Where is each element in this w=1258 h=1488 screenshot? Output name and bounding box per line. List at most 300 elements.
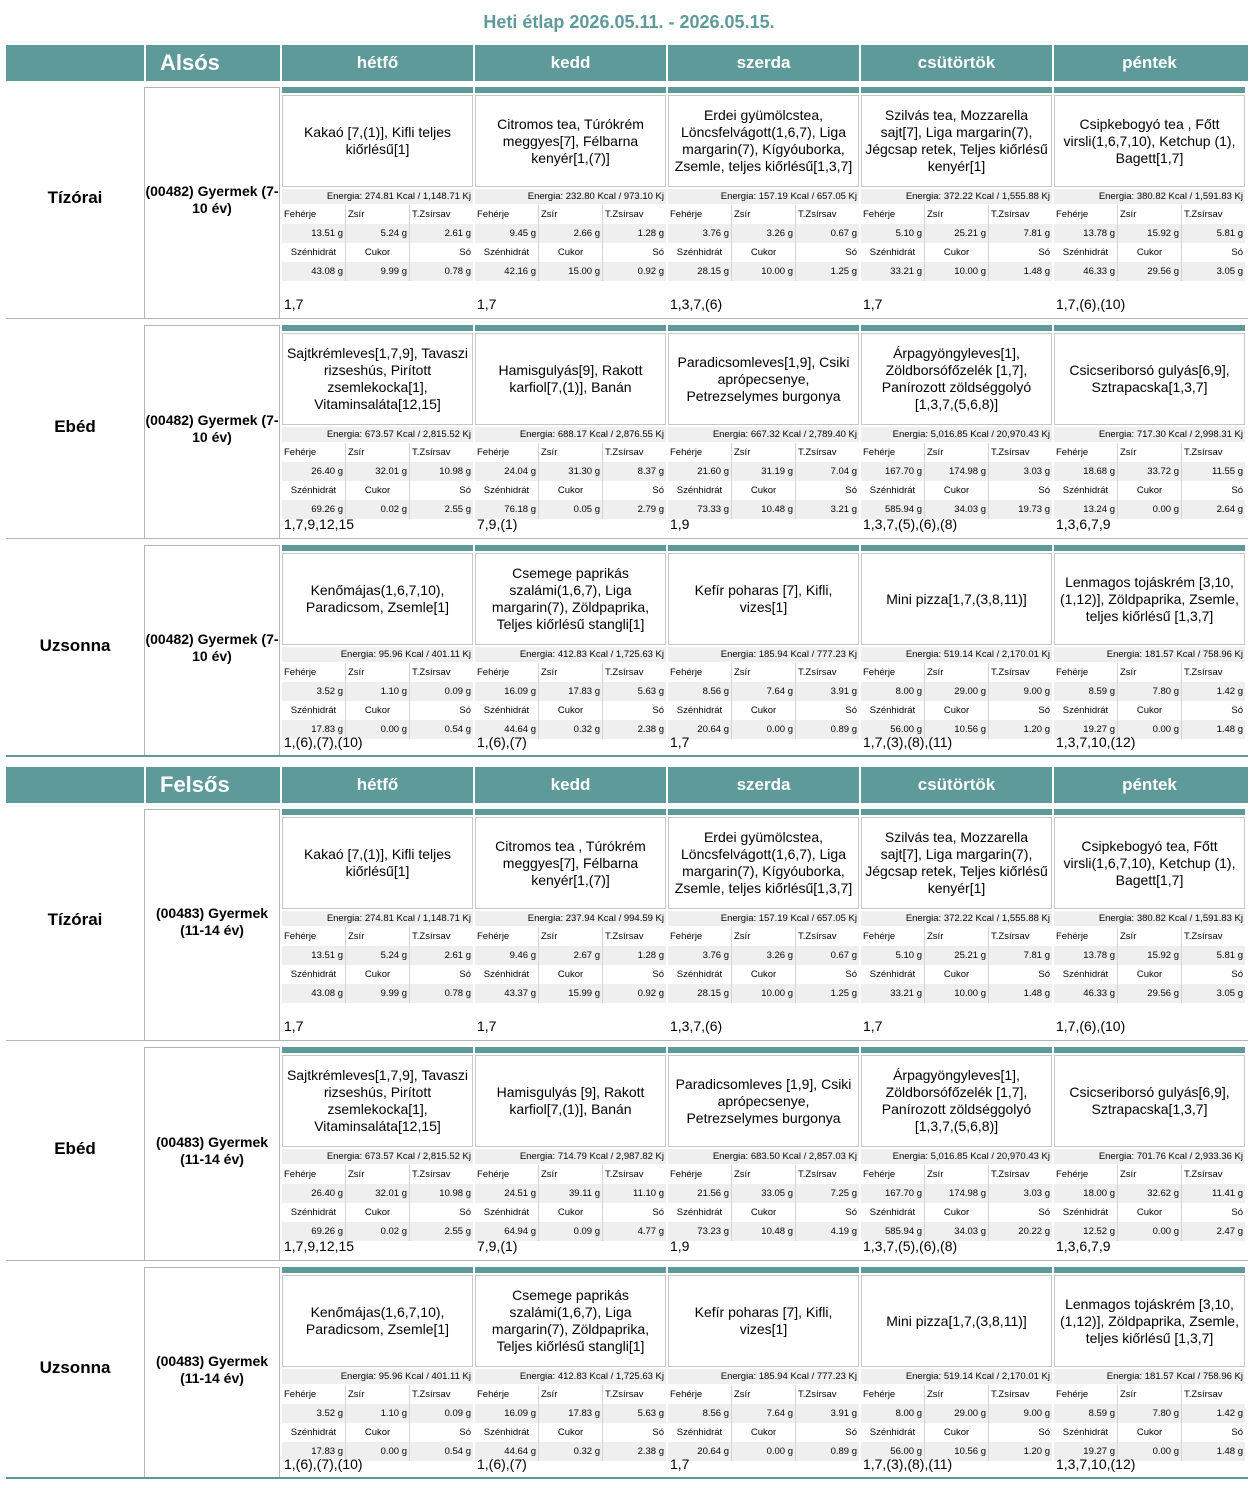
nutrient-label-protein: Fehérje bbox=[282, 205, 346, 224]
cell-accent-bar bbox=[1054, 1047, 1245, 1053]
energy-value: Energia: 717.30 Kcal / 2,998.31 Kj bbox=[1054, 427, 1245, 442]
nutrient-value-fat: 3.26 g bbox=[732, 946, 796, 965]
cell-accent-bar bbox=[1054, 545, 1245, 551]
food-description: Hamisgulyás[9], Rakott karfiol[7,(1)], Banán bbox=[475, 333, 666, 425]
nutrient-label-protein: Fehérje bbox=[861, 927, 925, 946]
cell-accent-bar bbox=[861, 809, 1052, 815]
nutrient-value-salt: 0.92 g bbox=[603, 984, 666, 1003]
nutrient-value-salt: 1.48 g bbox=[1182, 1442, 1245, 1461]
allergen-codes: 1,3,7,10,(12) bbox=[1056, 734, 1136, 750]
cell-accent-bar bbox=[1054, 325, 1245, 331]
nutrient-value-sugar: 34.03 g bbox=[925, 500, 989, 519]
nutrient-label-satfat: T.Zsírsav bbox=[989, 205, 1052, 224]
nutrient-value-protein: 9.46 g bbox=[475, 946, 539, 965]
nutrient-value-fat: 39.11 g bbox=[539, 1184, 603, 1203]
energy-value: Energia: 237.94 Kcal / 994.59 Kj bbox=[475, 911, 666, 926]
nutrient-label-protein: Fehérje bbox=[475, 205, 539, 224]
age-group-cell bbox=[144, 809, 280, 1041]
nutrient-label-sugar: Cukor bbox=[1118, 243, 1182, 262]
nutrient-label-salt: Só bbox=[603, 1203, 666, 1222]
menu-cell bbox=[1054, 325, 1245, 539]
nutrient-value-salt: 3.05 g bbox=[1182, 262, 1245, 281]
nutrient-table-top bbox=[475, 443, 666, 481]
nutrient-value-sugar: 10.56 g bbox=[925, 720, 989, 739]
energy-value: Energia: 380.82 Kcal / 1,591.83 Kj bbox=[1054, 911, 1245, 926]
nutrient-value-carb: 43.37 g bbox=[475, 984, 539, 1003]
nutrient-value-fat: 32.01 g bbox=[346, 1184, 410, 1203]
meal-row bbox=[6, 1041, 1248, 1261]
cell-accent-bar bbox=[475, 1267, 666, 1273]
nutrient-value-satfat: 7.81 g bbox=[989, 224, 1052, 243]
nutrient-label-fat: Zsír bbox=[925, 1385, 989, 1404]
nutrient-label-satfat: T.Zsírsav bbox=[410, 443, 473, 462]
nutrient-label-satfat: T.Zsírsav bbox=[1182, 443, 1245, 462]
nutrient-table-bottom bbox=[1054, 1203, 1245, 1241]
menu-cell bbox=[861, 325, 1052, 539]
nutrient-value-sugar: 0.05 g bbox=[539, 500, 603, 519]
nutrient-value-satfat: 10.98 g bbox=[410, 462, 473, 481]
nutrient-label-fat: Zsír bbox=[925, 927, 989, 946]
nutrient-value-satfat: 1.42 g bbox=[1182, 682, 1245, 701]
nutrient-label-carb: Szénhidrát bbox=[668, 243, 732, 262]
day-header: péntek bbox=[1122, 53, 1177, 72]
energy-value: Energia: 673.57 Kcal / 2,815.52 Kj bbox=[282, 1149, 473, 1164]
nutrient-table-top bbox=[1054, 443, 1245, 481]
energy-value: Energia: 157.19 Kcal / 657.05 Kj bbox=[668, 189, 859, 204]
cell-accent-bar bbox=[475, 87, 666, 93]
food-description: Sajtkrémleves[1,7,9], Tavaszi rizseshús, Pirított zsemlekocka[1], Vitaminsaláta[12,15] bbox=[282, 333, 473, 425]
nutrient-table-bottom bbox=[282, 481, 473, 519]
nutrient-label-satfat: T.Zsírsav bbox=[796, 663, 859, 682]
nutrient-label-carb: Szénhidrát bbox=[1054, 701, 1118, 720]
nutrient-value-fat: 2.66 g bbox=[539, 224, 603, 243]
section-label: Alsós bbox=[160, 50, 220, 75]
nutrient-value-protein: 13.78 g bbox=[1054, 946, 1118, 965]
nutrient-value-carb: 73.23 g bbox=[668, 1222, 732, 1241]
nutrient-value-carb: 69.26 g bbox=[282, 500, 346, 519]
age-group-label: (00483) Gyermek (11-14 év) bbox=[155, 1353, 269, 1386]
meal-name: Tízórai bbox=[47, 188, 103, 207]
food-description: Lenmagos tojáskrém [3,10,(1,12)], Zöldpaprika, Zsemle, teljes kiőrlésű [1,3,7] bbox=[1054, 553, 1245, 645]
energy-value: Energia: 673.57 Kcal / 2,815.52 Kj bbox=[282, 427, 473, 442]
nutrient-label-carb: Szénhidrát bbox=[861, 965, 925, 984]
food-description: Csicseriborsó gulyás[6,9], Sztrapacska[1,3,7] bbox=[1054, 1055, 1245, 1147]
nutrient-value-salt: 2.79 g bbox=[603, 500, 666, 519]
nutrient-table-top bbox=[668, 1385, 859, 1423]
nutrient-value-salt: 2.55 g bbox=[410, 500, 473, 519]
food-description: Mini pizza[1,7,(3,8,11)] bbox=[861, 1275, 1052, 1367]
nutrient-label-satfat: T.Zsírsav bbox=[796, 205, 859, 224]
nutrient-label-sugar: Cukor bbox=[539, 1423, 603, 1442]
nutrient-label-carb: Szénhidrát bbox=[861, 243, 925, 262]
nutrient-label-protein: Fehérje bbox=[668, 1385, 732, 1404]
menu-cell bbox=[1054, 1267, 1245, 1479]
nutrient-value-satfat: 5.81 g bbox=[1182, 946, 1245, 965]
nutrient-label-carb: Szénhidrát bbox=[861, 701, 925, 720]
nutrient-table-top bbox=[861, 1385, 1052, 1423]
nutrient-label-carb: Szénhidrát bbox=[1054, 243, 1118, 262]
nutrient-label-sugar: Cukor bbox=[346, 1423, 410, 1442]
nutrient-value-carb: 69.26 g bbox=[282, 1222, 346, 1241]
day-header: kedd bbox=[550, 775, 591, 794]
nutrient-value-sugar: 0.09 g bbox=[539, 1222, 603, 1241]
nutrient-label-salt: Só bbox=[989, 1203, 1052, 1222]
nutrient-label-protein: Fehérje bbox=[861, 1165, 925, 1184]
cell-accent-bar bbox=[282, 1267, 473, 1273]
menu-cell bbox=[282, 1267, 473, 1479]
nutrient-value-protein: 8.00 g bbox=[861, 1404, 925, 1423]
nutrient-table-top bbox=[668, 205, 859, 243]
nutrient-label-satfat: T.Zsírsav bbox=[1182, 1385, 1245, 1404]
nutrient-label-protein: Fehérje bbox=[1054, 1385, 1118, 1404]
nutrient-label-salt: Só bbox=[410, 1423, 473, 1442]
nutrient-value-sugar: 34.03 g bbox=[925, 1222, 989, 1241]
nutrient-value-salt: 1.25 g bbox=[796, 262, 859, 281]
nutrient-table-bottom bbox=[861, 965, 1052, 1003]
nutrient-label-carb: Szénhidrát bbox=[475, 1203, 539, 1222]
nutrient-table-top bbox=[475, 663, 666, 701]
nutrient-label-protein: Fehérje bbox=[282, 1385, 346, 1404]
nutrient-value-salt: 0.78 g bbox=[410, 984, 473, 1003]
nutrient-label-protein: Fehérje bbox=[861, 1385, 925, 1404]
nutrient-label-satfat: T.Zsírsav bbox=[410, 1385, 473, 1404]
nutrient-label-carb: Szénhidrát bbox=[282, 965, 346, 984]
nutrient-label-salt: Só bbox=[989, 243, 1052, 262]
nutrient-value-protein: 3.76 g bbox=[668, 946, 732, 965]
nutrient-value-satfat: 8.37 g bbox=[603, 462, 666, 481]
food-description: Árpagyöngyleves[1], Zöldborsófőzelék [1,7], Panírozott zöldséggolyó [1,3,7,(5,6,8)] bbox=[861, 1055, 1052, 1147]
nutrient-label-satfat: T.Zsírsav bbox=[603, 927, 666, 946]
nutrient-label-satfat: T.Zsírsav bbox=[603, 1385, 666, 1404]
nutrient-value-salt: 0.89 g bbox=[796, 720, 859, 739]
nutrient-value-sugar: 9.99 g bbox=[346, 984, 410, 1003]
section-bottom-line bbox=[6, 1477, 1248, 1479]
nutrient-value-carb: 17.83 g bbox=[282, 1442, 346, 1461]
nutrient-label-sugar: Cukor bbox=[539, 1203, 603, 1222]
nutrient-label-sugar: Cukor bbox=[732, 1203, 796, 1222]
nutrient-label-salt: Só bbox=[1182, 243, 1245, 262]
food-description: Csemege paprikás szalámi(1,6,7), Liga margarin(7), Zöldpaprika, Teljes kiőrlésű stangli[1] bbox=[475, 553, 666, 645]
nutrient-value-sugar: 0.32 g bbox=[539, 1442, 603, 1461]
food-description: Erdei gyümölcstea, Löncsfelvágott(1,6,7), Liga margarin(7), Kígyóuborka, Zsemle, teljes kiőrlésű[1,3,7] bbox=[668, 817, 859, 909]
menu-cell bbox=[1054, 87, 1245, 319]
cell-accent-bar bbox=[282, 87, 473, 93]
food-description: Paradicsomleves [1,9], Csiki aprópecsenye, Petrezselymes burgonya bbox=[668, 1055, 859, 1147]
age-group-label: (00482) Gyermek (7-10 év) bbox=[145, 183, 279, 216]
energy-value: Energia: 95.96 Kcal / 401.11 Kj bbox=[282, 647, 473, 662]
nutrient-value-carb: 12.52 g bbox=[1054, 1222, 1118, 1241]
nutrient-label-protein: Fehérje bbox=[282, 927, 346, 946]
allergen-codes: 1,7 bbox=[477, 296, 497, 312]
nutrient-value-fat: 31.19 g bbox=[732, 462, 796, 481]
menu-cell bbox=[861, 809, 1052, 1041]
allergen-codes: 7,9,(1) bbox=[477, 1238, 518, 1254]
nutrient-table-top bbox=[861, 443, 1052, 481]
nutrient-value-salt: 19.73 g bbox=[989, 500, 1052, 519]
cell-accent-bar bbox=[475, 809, 666, 815]
food-description: Kenőmájas(1,6,7,10), Paradicsom, Zsemle[1] bbox=[282, 1275, 473, 1367]
nutrient-value-fat: 33.72 g bbox=[1118, 462, 1182, 481]
cell-accent-bar bbox=[861, 1267, 1052, 1273]
nutrient-table-bottom bbox=[668, 481, 859, 519]
nutrient-table-bottom bbox=[668, 965, 859, 1003]
nutrient-value-protein: 21.56 g bbox=[668, 1184, 732, 1203]
nutrient-value-protein: 3.76 g bbox=[668, 224, 732, 243]
nutrient-label-satfat: T.Zsírsav bbox=[989, 1385, 1052, 1404]
nutrient-value-satfat: 3.03 g bbox=[989, 462, 1052, 481]
nutrient-label-sugar: Cukor bbox=[346, 701, 410, 720]
nutrient-label-sugar: Cukor bbox=[925, 701, 989, 720]
nutrient-label-protein: Fehérje bbox=[861, 663, 925, 682]
nutrient-value-satfat: 2.61 g bbox=[410, 946, 473, 965]
nutrient-table-top bbox=[282, 443, 473, 481]
allergen-codes: 1,3,7,(5),(6),(8) bbox=[863, 516, 958, 532]
nutrient-label-fat: Zsír bbox=[539, 1385, 603, 1404]
cell-accent-bar bbox=[668, 545, 859, 551]
nutrient-label-satfat: T.Zsírsav bbox=[796, 927, 859, 946]
nutrient-value-satfat: 3.91 g bbox=[796, 682, 859, 701]
nutrient-value-salt: 4.77 g bbox=[603, 1222, 666, 1241]
nutrient-value-sugar: 0.00 g bbox=[346, 1442, 410, 1461]
energy-value: Energia: 274.81 Kcal / 1,148.71 Kj bbox=[282, 911, 473, 926]
nutrient-value-sugar: 0.32 g bbox=[539, 720, 603, 739]
nutrient-label-carb: Szénhidrát bbox=[668, 701, 732, 720]
nutrient-value-carb: 43.08 g bbox=[282, 262, 346, 281]
food-description: Szilvás tea, Mozzarella sajt[7], Liga margarin(7), Jégcsap retek, Teljes kiőrlésű kenyér[1] bbox=[861, 95, 1052, 187]
nutrient-value-salt: 0.89 g bbox=[796, 1442, 859, 1461]
age-group-label: (00483) Gyermek (11-14 év) bbox=[155, 1134, 269, 1167]
nutrient-label-fat: Zsír bbox=[732, 1385, 796, 1404]
energy-value: Energia: 5,016.85 Kcal / 20,970.43 Kj bbox=[861, 427, 1052, 442]
nutrient-value-sugar: 0.02 g bbox=[346, 1222, 410, 1241]
nutrient-value-salt: 2.47 g bbox=[1182, 1222, 1245, 1241]
nutrient-value-fat: 5.24 g bbox=[346, 946, 410, 965]
nutrient-label-satfat: T.Zsírsav bbox=[410, 927, 473, 946]
nutrient-label-carb: Szénhidrát bbox=[668, 481, 732, 500]
energy-value: Energia: 412.83 Kcal / 1,725.63 Kj bbox=[475, 1369, 666, 1384]
nutrient-label-protein: Fehérje bbox=[861, 443, 925, 462]
nutrient-value-carb: 56.00 g bbox=[861, 1442, 925, 1461]
age-group-label: (00482) Gyermek (7-10 év) bbox=[145, 631, 279, 664]
nutrient-value-protein: 26.40 g bbox=[282, 462, 346, 481]
meal-name: Tízórai bbox=[47, 910, 103, 929]
nutrient-value-carb: 28.15 g bbox=[668, 262, 732, 281]
nutrient-table-bottom bbox=[1054, 481, 1245, 519]
menu-cell bbox=[282, 545, 473, 757]
nutrient-value-protein: 8.59 g bbox=[1054, 1404, 1118, 1423]
nutrient-label-carb: Szénhidrát bbox=[282, 481, 346, 500]
cell-accent-bar bbox=[1054, 87, 1245, 93]
menu-cell bbox=[861, 87, 1052, 319]
meal-name: Ebéd bbox=[54, 417, 96, 436]
nutrient-value-carb: 28.15 g bbox=[668, 984, 732, 1003]
nutrient-value-salt: 0.92 g bbox=[603, 262, 666, 281]
nutrient-label-sugar: Cukor bbox=[925, 481, 989, 500]
nutrient-label-protein: Fehérje bbox=[475, 1385, 539, 1404]
nutrient-label-fat: Zsír bbox=[1118, 443, 1182, 462]
nutrient-value-carb: 17.83 g bbox=[282, 720, 346, 739]
nutrient-label-salt: Só bbox=[603, 701, 666, 720]
nutrient-table-top bbox=[1054, 205, 1245, 243]
age-group-cell bbox=[144, 87, 280, 319]
cell-accent-bar bbox=[668, 87, 859, 93]
nutrient-value-satfat: 0.67 g bbox=[796, 224, 859, 243]
nutrient-table-top bbox=[861, 663, 1052, 701]
nutrient-label-salt: Só bbox=[796, 243, 859, 262]
nutrient-label-fat: Zsír bbox=[346, 927, 410, 946]
cell-accent-bar bbox=[1054, 809, 1245, 815]
cell-accent-bar bbox=[668, 809, 859, 815]
nutrient-label-protein: Fehérje bbox=[668, 663, 732, 682]
nutrient-label-salt: Só bbox=[1182, 701, 1245, 720]
nutrient-label-satfat: T.Zsírsav bbox=[410, 663, 473, 682]
nutrient-table-bottom bbox=[282, 243, 473, 281]
menu-cell bbox=[475, 1267, 666, 1479]
nutrient-label-carb: Szénhidrát bbox=[475, 965, 539, 984]
nutrient-value-protein: 8.56 g bbox=[668, 682, 732, 701]
menu-cell bbox=[475, 87, 666, 319]
nutrient-value-satfat: 9.00 g bbox=[989, 1404, 1052, 1423]
nutrient-label-salt: Só bbox=[989, 1423, 1052, 1442]
nutrient-value-sugar: 10.48 g bbox=[732, 500, 796, 519]
energy-value: Energia: 412.83 Kcal / 1,725.63 Kj bbox=[475, 647, 666, 662]
nutrient-value-sugar: 10.00 g bbox=[925, 984, 989, 1003]
nutrient-value-sugar: 10.00 g bbox=[925, 262, 989, 281]
nutrient-value-protein: 3.52 g bbox=[282, 1404, 346, 1423]
nutrient-label-satfat: T.Zsírsav bbox=[989, 1165, 1052, 1184]
nutrient-label-sugar: Cukor bbox=[539, 701, 603, 720]
nutrient-label-protein: Fehérje bbox=[282, 1165, 346, 1184]
nutrient-label-carb: Szénhidrát bbox=[861, 481, 925, 500]
cell-accent-bar bbox=[861, 325, 1052, 331]
day-header: csütörtök bbox=[917, 53, 996, 72]
nutrient-label-carb: Szénhidrát bbox=[861, 1423, 925, 1442]
nutrient-label-salt: Só bbox=[796, 481, 859, 500]
nutrient-value-sugar: 9.99 g bbox=[346, 262, 410, 281]
nutrient-label-satfat: T.Zsírsav bbox=[603, 1165, 666, 1184]
nutrient-table-top bbox=[668, 1165, 859, 1203]
nutrient-label-salt: Só bbox=[410, 243, 473, 262]
cell-accent-bar bbox=[668, 1047, 859, 1053]
nutrient-label-fat: Zsír bbox=[1118, 927, 1182, 946]
allergen-codes: 1,7,(3),(8),(11) bbox=[863, 1456, 953, 1472]
nutrient-value-satfat: 1.42 g bbox=[1182, 1404, 1245, 1423]
nutrient-label-satfat: T.Zsírsav bbox=[603, 443, 666, 462]
nutrient-label-protein: Fehérje bbox=[475, 927, 539, 946]
nutrient-table-top bbox=[282, 663, 473, 701]
nutrient-value-satfat: 5.63 g bbox=[603, 682, 666, 701]
nutrient-value-satfat: 10.98 g bbox=[410, 1184, 473, 1203]
nutrient-label-carb: Szénhidrát bbox=[1054, 1423, 1118, 1442]
nutrient-value-satfat: 7.25 g bbox=[796, 1184, 859, 1203]
allergen-codes: 1,9 bbox=[670, 1238, 690, 1254]
cell-accent-bar bbox=[282, 809, 473, 815]
nutrient-label-satfat: T.Zsírsav bbox=[796, 1385, 859, 1404]
nutrient-label-carb: Szénhidrát bbox=[475, 243, 539, 262]
nutrient-value-carb: 20.64 g bbox=[668, 1442, 732, 1461]
allergen-codes: 1,7,9,12,15 bbox=[284, 1238, 355, 1254]
nutrient-value-fat: 25.21 g bbox=[925, 224, 989, 243]
nutrient-label-salt: Só bbox=[603, 481, 666, 500]
nutrient-table-bottom bbox=[668, 1423, 859, 1461]
nutrient-value-protein: 167.70 g bbox=[861, 462, 925, 481]
allergen-codes: 1,7 bbox=[670, 1456, 690, 1472]
nutrient-label-protein: Fehérje bbox=[282, 443, 346, 462]
nutrient-value-salt: 20.22 g bbox=[989, 1222, 1052, 1241]
food-description: Erdei gyümölcstea, Löncsfelvágott(1,6,7), Liga margarin(7), Kígyóuborka, Zsemle, teljes kiőrlésű[1,3,7] bbox=[668, 95, 859, 187]
nutrient-label-protein: Fehérje bbox=[1054, 927, 1118, 946]
nutrient-table-top bbox=[1054, 1165, 1245, 1203]
nutrient-value-carb: 19.27 g bbox=[1054, 720, 1118, 739]
nutrient-value-salt: 1.25 g bbox=[796, 984, 859, 1003]
nutrient-table-bottom bbox=[861, 481, 1052, 519]
nutrient-label-fat: Zsír bbox=[539, 927, 603, 946]
nutrient-value-fat: 7.64 g bbox=[732, 1404, 796, 1423]
nutrient-value-fat: 33.05 g bbox=[732, 1184, 796, 1203]
nutrient-value-protein: 5.10 g bbox=[861, 224, 925, 243]
nutrient-table-top bbox=[282, 927, 473, 965]
nutrient-label-sugar: Cukor bbox=[1118, 481, 1182, 500]
nutrient-label-salt: Só bbox=[603, 243, 666, 262]
nutrient-label-salt: Só bbox=[1182, 481, 1245, 500]
nutrient-label-sugar: Cukor bbox=[1118, 1203, 1182, 1222]
nutrient-label-carb: Szénhidrát bbox=[475, 701, 539, 720]
meal-name: Uzsonna bbox=[39, 636, 111, 655]
nutrient-label-salt: Só bbox=[796, 701, 859, 720]
nutrient-label-sugar: Cukor bbox=[925, 1203, 989, 1222]
nutrient-table-bottom bbox=[475, 965, 666, 1003]
menu-cell bbox=[1054, 545, 1245, 757]
nutrient-value-carb: 64.94 g bbox=[475, 1222, 539, 1241]
nutrient-label-satfat: T.Zsírsav bbox=[1182, 205, 1245, 224]
nutrient-label-carb: Szénhidrát bbox=[282, 1423, 346, 1442]
nutrient-label-fat: Zsír bbox=[732, 927, 796, 946]
nutrient-value-fat: 7.80 g bbox=[1118, 1404, 1182, 1423]
nutrient-value-carb: 33.21 g bbox=[861, 262, 925, 281]
nutrient-value-fat: 174.98 g bbox=[925, 1184, 989, 1203]
energy-value: Energia: 95.96 Kcal / 401.11 Kj bbox=[282, 1369, 473, 1384]
menu-cell bbox=[282, 325, 473, 539]
nutrient-value-sugar: 10.00 g bbox=[732, 262, 796, 281]
cell-accent-bar bbox=[668, 325, 859, 331]
age-group-cell bbox=[144, 545, 280, 757]
nutrient-label-salt: Só bbox=[989, 701, 1052, 720]
menu-cell bbox=[668, 87, 859, 319]
nutrient-label-carb: Szénhidrát bbox=[475, 481, 539, 500]
nutrient-value-sugar: 15.99 g bbox=[539, 984, 603, 1003]
nutrient-value-satfat: 11.10 g bbox=[603, 1184, 666, 1203]
nutrient-label-carb: Szénhidrát bbox=[668, 1203, 732, 1222]
nutrient-value-satfat: 0.67 g bbox=[796, 946, 859, 965]
nutrient-value-satfat: 0.09 g bbox=[410, 682, 473, 701]
nutrient-label-sugar: Cukor bbox=[925, 965, 989, 984]
energy-value: Energia: 667.32 Kcal / 2,789.40 Kj bbox=[668, 427, 859, 442]
nutrient-label-carb: Szénhidrát bbox=[1054, 965, 1118, 984]
nutrient-label-fat: Zsír bbox=[346, 443, 410, 462]
nutrient-table-top bbox=[475, 1165, 666, 1203]
menu-cell bbox=[668, 325, 859, 539]
energy-value: Energia: 185.94 Kcal / 777.23 Kj bbox=[668, 647, 859, 662]
menu-cell bbox=[668, 1267, 859, 1479]
nutrient-label-sugar: Cukor bbox=[539, 481, 603, 500]
age-group-label: (00482) Gyermek (7-10 év) bbox=[145, 412, 279, 445]
menu-cell bbox=[282, 809, 473, 1041]
nutrient-label-fat: Zsír bbox=[539, 443, 603, 462]
nutrient-value-fat: 1.10 g bbox=[346, 1404, 410, 1423]
nutrient-value-carb: 19.27 g bbox=[1054, 1442, 1118, 1461]
nutrient-label-sugar: Cukor bbox=[925, 1423, 989, 1442]
nutrient-label-fat: Zsír bbox=[346, 663, 410, 682]
